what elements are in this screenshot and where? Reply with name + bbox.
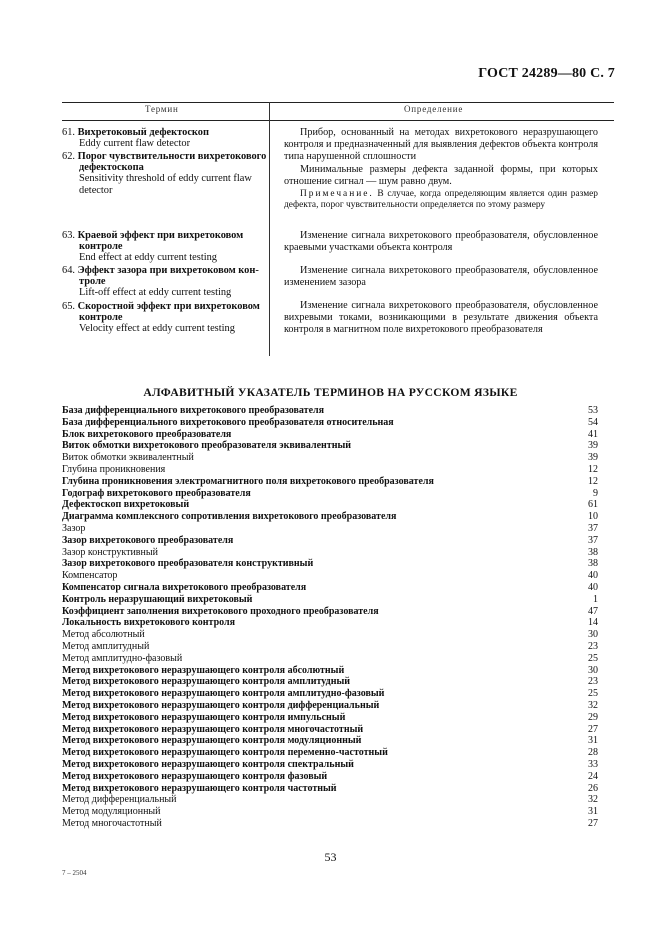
index-entry [62,818,598,830]
index-entry [62,452,598,464]
index-entry-number: 30 [588,629,598,641]
index-entry-number: 37 [588,534,598,546]
index-entry-term: Метод амплитудно-фазовый [62,652,183,664]
index-entry-term: Метод амплитудный [62,640,150,652]
index-entry [62,523,598,535]
index-entry-term: Метод вихретокового неразрушающего контроля многочастотный [62,723,364,735]
index-entry [62,641,598,653]
index-entry-term: Блок вихретокового преобразователя [62,428,232,440]
index-entry [62,747,598,759]
index-entry-number: 47 [588,605,598,617]
index-entry-number: 28 [588,747,598,759]
index-entry [62,464,598,476]
index-entry [62,417,598,429]
index-entry-term: База дифференциального вихретокового преобразователя относительная [62,416,394,428]
definition-64: Изменение сигнала вихретокового преобразователя, обусловленное изменением зазора [284,265,598,288]
page-number: 53 [324,850,337,864]
index-entry-term: Метод дифференциальный [62,794,177,806]
index-entry-term: Зазор вихретокового преобразователя конструктивный [62,558,314,570]
index-entry [62,771,598,783]
index-entry-number: 37 [588,522,598,534]
index-entry-number: 9 [593,487,598,499]
index-entry-term: Годограф вихретокового преобразователя [62,487,251,499]
index-entry-number: 24 [588,770,598,782]
index-entry-number: 10 [588,511,598,523]
index-entry [62,511,598,523]
index-entry-number: 61 [588,499,598,511]
index-entry-term: Виток обмотки вихретокового преобразователя эквивалентный [62,440,352,452]
index-entry [62,429,598,441]
index-entry [62,488,598,500]
index-entry [62,700,598,712]
index-entry-term: Диаграмма комплексного сопротивления вихретокового преобразователя [62,511,397,523]
index-entry-number: 27 [588,723,598,735]
index-entry-term: Виток обмотки эквивалентный [62,452,194,464]
print-code: 7 – 2504 [62,869,87,877]
index-entry-term: Контроль неразрушающий вихретоковый [62,593,253,605]
index-entry-number: 30 [588,664,598,676]
index-entry [62,558,598,570]
index-entry [62,653,598,665]
index-entry-number: 41 [588,428,598,440]
index-entry-term: Метод вихретокового неразрушающего контроля спектральный [62,758,354,770]
index-entry [62,547,598,559]
index-entry-term: Компенсатор [62,570,118,582]
definition-65: Изменение сигнала вихретокового преобразователя, обусловленное вихревыми токами, возникающими в результате движения объекта контроля в магнитном поле вихретокового преобразователя [284,300,598,335]
index-entry [62,570,598,582]
index-entry-term: Глубина проникновения электромагнитного поля вихретокового преобразователя [62,475,434,487]
index-entry [62,724,598,736]
index-title: АЛФАВИТНЫЙ УКАЗАТЕЛЬ ТЕРМИНОВ НА РУССКОМ ЯЗЫКЕ [143,386,518,399]
index-entry-term: Зазор вихретокового преобразователя [62,534,234,546]
index-entry [62,759,598,771]
index-entry [62,783,598,795]
index-entry-term: Метод вихретокового неразрушающего контроля амплитудно-фазовый [62,688,385,700]
index-entry [62,688,598,700]
index-entry-term: Компенсатор сигнала вихретокового преобразователя [62,581,307,593]
column-header-term: Термин [145,104,179,114]
index-entry-number: 53 [588,405,598,416]
index-entry-term: Зазор [62,522,86,534]
index-entry [62,629,598,641]
index-entry-term: Метод вихретокового неразрушающего контроля дифференциальный [62,699,380,711]
index-entry-number: 38 [588,558,598,570]
column-divider-header [269,102,270,120]
index-entry-number: 25 [588,652,598,664]
index-entry-term: Коэффициент заполнения вихретокового проходного преобразователя [62,605,379,617]
index-entry [62,594,598,606]
index-entry-term: Метод вихретокового неразрушающего контроля переменно-частотный [62,747,388,759]
index-entry [62,794,598,806]
column-header-definition: Определение [404,104,464,114]
index-entry [62,582,598,594]
definition-61: Прибор, основанный на методах вихретокового неразрушающего контроля и предназначенный для выявления дефектов объекта контроля типа нарушенной сплошности [284,127,598,162]
index-entry [62,806,598,818]
table-top-rule [62,102,614,103]
index-entry-number: 12 [588,463,598,475]
index-entry-number: 26 [588,782,598,794]
index-list [62,405,598,830]
index-entry [62,712,598,724]
index-entry-term: Зазор конструктивный [62,546,158,558]
index-entry [62,440,598,452]
index-entry-number: 38 [588,546,598,558]
index-entry-number: 14 [588,617,598,629]
index-entry-number: 32 [588,699,598,711]
definition-62: Минимальные размеры дефекта заданной формы, при которых отношение сигнал — шум равно двум. [284,164,598,187]
index-entry-term: Метод модуляционный [62,806,161,818]
term-65: 65. Скоростной эффект при вихретоковом контроле Velocity effect at eddy current testing [62,301,260,335]
index-entry [62,476,598,488]
index-entry-term: Глубина проникновения [62,463,166,475]
index-entry [62,499,598,511]
table-header-rule [62,120,614,121]
index-entry-number: 23 [588,640,598,652]
index-entry-number: 31 [588,806,598,818]
index-entry-term: Метод вихретокового неразрушающего контроля фазовый [62,770,328,782]
index-entry-term: Метод вихретокового неразрушающего контроля частотный [62,782,337,794]
index-entry-term: Метод многочастотный [62,817,162,829]
index-entry-term: Метод вихретокового неразрушающего контроля модуляционный [62,735,362,747]
index-entry-term: Метод вихретокового неразрушающего контроля абсолютный [62,664,345,676]
index-entry-number: 29 [588,711,598,723]
page-header: ГОСТ 24289—80 С. 7 [478,66,615,81]
index-entry-number: 23 [588,676,598,688]
index-entry-number: 54 [588,416,598,428]
term-61: 61. Вихретоковый дефектоскоп Eddy current flaw detector [62,127,209,150]
index-entry-number: 27 [588,817,598,829]
index-entry-number: 12 [588,475,598,487]
term-62: 62. Порог чувствительности вихретокового дефектоскопа Sensitivity threshold of eddy current flaw detector [62,151,267,196]
index-entry-number: 39 [588,452,598,464]
definition-63: Изменение сигнала вихретокового преобразователя, обусловленное краевыми участками объекта контроля [284,230,598,253]
index-entry-number: 1 [593,593,598,605]
index-entry-term: Локальность вихретокового контроля [62,617,236,629]
index-entry [62,606,598,618]
index-entry [62,535,598,547]
index-entry-term: Метод абсолютный [62,629,145,641]
index-entry-number: 40 [588,581,598,593]
index-entry-term: Метод вихретокового неразрушающего контроля амплитудный [62,676,351,688]
index-entry-number: 31 [588,735,598,747]
index-entry-number: 32 [588,794,598,806]
index-entry [62,735,598,747]
index-entry [62,617,598,629]
index-entry-number: 40 [588,570,598,582]
index-entry-number: 39 [588,440,598,452]
index-entry-term: База дифференциального вихретокового преобразователя [62,405,325,416]
index-entry-term: Метод вихретокового неразрушающего контроля импульсный [62,711,346,723]
index-entry-number: 33 [588,758,598,770]
term-64: 64. Эффект зазора при вихретоковом кон- троле Lift-off effect at eddy current testing [62,265,259,299]
index-entry [62,405,598,417]
index-entry [62,676,598,688]
index-entry-term: Дефектоскоп вихретоковый [62,499,190,511]
definition-62-note: Примечание. В случае, когда определяющим является один размер дефекта, порог чувствительности определяется по этому размеру [284,189,598,211]
term-63: 63. Краевой эффект при вихретоковом контроле End effect at eddy current testing [62,230,244,264]
index-entry-number: 25 [588,688,598,700]
index-entry [62,665,598,677]
